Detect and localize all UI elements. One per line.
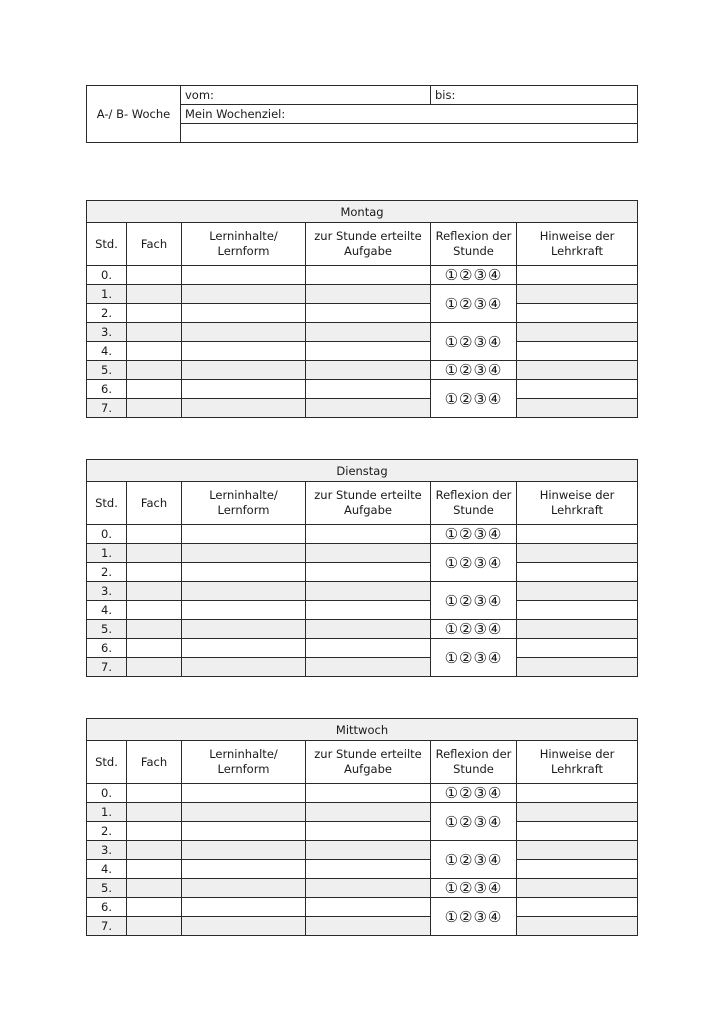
aufgabe-cell[interactable] — [306, 898, 431, 917]
aufgabe-cell[interactable] — [306, 266, 431, 285]
lesson-row — [87, 917, 638, 936]
col-fach-header: Fach — [127, 223, 182, 266]
reflexion-rating[interactable]: ①②③④ — [431, 323, 517, 361]
col-lerninhalte-header: Lerninhalte/ Lernform — [182, 741, 306, 784]
lerninhalte-cell[interactable] — [182, 285, 306, 304]
hinweise-cell[interactable] — [517, 361, 638, 380]
lerninhalte-cell[interactable] — [182, 601, 306, 620]
lesson-row — [87, 380, 638, 399]
lesson-row — [87, 285, 638, 304]
reflexion-rating[interactable]: ①②③④ — [431, 285, 517, 323]
lesson-number: 2. — [87, 822, 127, 841]
lesson-row — [87, 342, 638, 361]
hinweise-cell[interactable] — [517, 525, 638, 544]
lesson-row — [87, 658, 638, 677]
fach-cell[interactable] — [127, 784, 182, 803]
lesson-number: 6. — [87, 380, 127, 399]
lesson-number: 0. — [87, 784, 127, 803]
day-table-1 — [86, 459, 638, 677]
hinweise-cell[interactable] — [517, 620, 638, 639]
lesson-row — [87, 620, 638, 639]
hinweise-cell[interactable] — [517, 582, 638, 601]
lesson-number: 7. — [87, 399, 127, 418]
lesson-number: 1. — [87, 544, 127, 563]
reflexion-rating[interactable]: ①②③④ — [431, 784, 517, 803]
reflexion-rating[interactable]: ①②③④ — [431, 361, 517, 380]
lesson-row — [87, 841, 638, 860]
lerninhalte-cell[interactable] — [182, 784, 306, 803]
fach-cell[interactable] — [127, 879, 182, 898]
reflexion-rating[interactable]: ①②③④ — [431, 898, 517, 936]
lesson-row — [87, 323, 638, 342]
lesson-number: 3. — [87, 582, 127, 601]
lerninhalte-cell[interactable] — [182, 361, 306, 380]
lesson-row — [87, 860, 638, 879]
reflexion-rating[interactable]: ①②③④ — [431, 266, 517, 285]
lesson-row — [87, 399, 638, 418]
aufgabe-cell[interactable] — [306, 658, 431, 677]
lesson-row — [87, 544, 638, 563]
lerninhalte-cell[interactable] — [182, 304, 306, 323]
fach-cell[interactable] — [127, 658, 182, 677]
reflexion-rating[interactable]: ①②③④ — [431, 525, 517, 544]
fach-cell[interactable] — [127, 266, 182, 285]
reflexion-rating[interactable]: ①②③④ — [431, 841, 517, 879]
fach-cell[interactable] — [127, 841, 182, 860]
reflexion-rating[interactable]: ①②③④ — [431, 620, 517, 639]
day-title: Mittwoch — [87, 719, 638, 741]
reflexion-rating[interactable]: ①②③④ — [431, 639, 517, 677]
lesson-number: 4. — [87, 860, 127, 879]
aufgabe-cell[interactable] — [306, 822, 431, 841]
day-title: Montag — [87, 201, 638, 223]
lerninhalte-cell[interactable] — [182, 841, 306, 860]
col-aufgabe-header: zur Stunde erteilte Aufgabe — [306, 741, 431, 784]
col-fach-header: Fach — [127, 482, 182, 525]
fach-cell[interactable] — [127, 285, 182, 304]
col-hinweise-header: Hinweise der Lehrkraft — [517, 482, 638, 525]
day-title: Dienstag — [87, 460, 638, 482]
aufgabe-cell[interactable] — [306, 841, 431, 860]
reflexion-rating[interactable]: ①②③④ — [431, 803, 517, 841]
weekly-goal-input[interactable] — [181, 124, 638, 143]
lerninhalte-cell[interactable] — [182, 342, 306, 361]
hinweise-cell[interactable] — [517, 784, 638, 803]
day-table-0 — [86, 200, 638, 418]
aufgabe-cell[interactable] — [306, 620, 431, 639]
lerninhalte-cell[interactable] — [182, 620, 306, 639]
hinweise-cell[interactable] — [517, 898, 638, 917]
aufgabe-cell[interactable] — [306, 342, 431, 361]
lerninhalte-cell[interactable] — [182, 544, 306, 563]
lerninhalte-cell[interactable] — [182, 563, 306, 582]
aufgabe-cell[interactable] — [306, 304, 431, 323]
fach-cell[interactable] — [127, 898, 182, 917]
hinweise-cell[interactable] — [517, 879, 638, 898]
col-fach-header: Fach — [127, 741, 182, 784]
fach-cell[interactable] — [127, 620, 182, 639]
hinweise-cell[interactable] — [517, 323, 638, 342]
hinweise-cell[interactable] — [517, 917, 638, 936]
lerninhalte-cell[interactable] — [182, 266, 306, 285]
lesson-row — [87, 361, 638, 380]
lerninhalte-cell[interactable] — [182, 323, 306, 342]
col-hinweise-header: Hinweise der Lehrkraft — [517, 223, 638, 266]
aufgabe-cell[interactable] — [306, 879, 431, 898]
lesson-row — [87, 784, 638, 803]
lesson-row — [87, 525, 638, 544]
aufgabe-cell[interactable] — [306, 361, 431, 380]
day-table-2 — [86, 718, 638, 936]
lerninhalte-cell[interactable] — [182, 879, 306, 898]
lesson-number: 1. — [87, 285, 127, 304]
aufgabe-cell[interactable] — [306, 582, 431, 601]
lesson-number: 2. — [87, 304, 127, 323]
hinweise-cell[interactable] — [517, 658, 638, 677]
lerninhalte-cell[interactable] — [182, 803, 306, 822]
lesson-row — [87, 304, 638, 323]
fach-cell[interactable] — [127, 342, 182, 361]
fach-cell[interactable] — [127, 803, 182, 822]
hinweise-cell[interactable] — [517, 399, 638, 418]
lesson-number: 5. — [87, 620, 127, 639]
lesson-number: 0. — [87, 525, 127, 544]
lesson-number: 6. — [87, 639, 127, 658]
reflexion-rating[interactable]: ①②③④ — [431, 544, 517, 582]
fach-cell[interactable] — [127, 525, 182, 544]
lesson-row — [87, 563, 638, 582]
hinweise-cell[interactable] — [517, 544, 638, 563]
aufgabe-cell[interactable] — [306, 544, 431, 563]
weekly-goal-field[interactable]: Mein Wochenziel: — [181, 105, 638, 124]
aufgabe-cell[interactable] — [306, 803, 431, 822]
col-lerninhalte-header: Lerninhalte/ Lernform — [182, 482, 306, 525]
hinweise-cell[interactable] — [517, 639, 638, 658]
lesson-number: 2. — [87, 563, 127, 582]
col-hinweise-header: Hinweise der Lehrkraft — [517, 741, 638, 784]
aufgabe-cell[interactable] — [306, 525, 431, 544]
fach-cell[interactable] — [127, 544, 182, 563]
lesson-number: 5. — [87, 879, 127, 898]
lerninhalte-cell[interactable] — [182, 399, 306, 418]
lesson-row — [87, 582, 638, 601]
lesson-row — [87, 803, 638, 822]
col-reflexion-header: Reflexion der Stunde — [431, 741, 517, 784]
aufgabe-cell[interactable] — [306, 380, 431, 399]
fach-cell[interactable] — [127, 917, 182, 936]
fach-cell[interactable] — [127, 380, 182, 399]
fach-cell[interactable] — [127, 304, 182, 323]
fach-cell[interactable] — [127, 323, 182, 342]
lesson-row — [87, 879, 638, 898]
lerninhalte-cell[interactable] — [182, 639, 306, 658]
lesson-number: 3. — [87, 323, 127, 342]
lesson-number: 7. — [87, 658, 127, 677]
lesson-number: 4. — [87, 601, 127, 620]
fach-cell[interactable] — [127, 582, 182, 601]
reflexion-rating[interactable]: ①②③④ — [431, 582, 517, 620]
hinweise-cell[interactable] — [517, 380, 638, 399]
hinweise-cell[interactable] — [517, 285, 638, 304]
lesson-number: 1. — [87, 803, 127, 822]
lesson-number: 3. — [87, 841, 127, 860]
hinweise-cell[interactable] — [517, 342, 638, 361]
lesson-number: 7. — [87, 917, 127, 936]
from-field[interactable]: vom: — [181, 86, 431, 105]
week-header-table — [86, 85, 638, 143]
fach-cell[interactable] — [127, 822, 182, 841]
aufgabe-cell[interactable] — [306, 860, 431, 879]
fach-cell[interactable] — [127, 399, 182, 418]
reflexion-rating[interactable]: ①②③④ — [431, 879, 517, 898]
hinweise-cell[interactable] — [517, 304, 638, 323]
aufgabe-cell[interactable] — [306, 917, 431, 936]
lesson-number: 0. — [87, 266, 127, 285]
fach-cell[interactable] — [127, 639, 182, 658]
lerninhalte-cell[interactable] — [182, 380, 306, 399]
lerninhalte-cell[interactable] — [182, 582, 306, 601]
col-std-header: Std. — [87, 482, 127, 525]
lesson-row — [87, 898, 638, 917]
hinweise-cell[interactable] — [517, 860, 638, 879]
lerninhalte-cell[interactable] — [182, 525, 306, 544]
fach-cell[interactable] — [127, 563, 182, 582]
col-aufgabe-header: zur Stunde erteilte Aufgabe — [306, 482, 431, 525]
aufgabe-cell[interactable] — [306, 399, 431, 418]
lerninhalte-cell[interactable] — [182, 860, 306, 879]
fach-cell[interactable] — [127, 860, 182, 879]
lerninhalte-cell[interactable] — [182, 917, 306, 936]
fach-cell[interactable] — [127, 601, 182, 620]
lesson-number: 4. — [87, 342, 127, 361]
week-label: A-/ B- Woche — [87, 86, 181, 143]
lesson-row — [87, 601, 638, 620]
fach-cell[interactable] — [127, 361, 182, 380]
lesson-row — [87, 266, 638, 285]
lesson-number: 6. — [87, 898, 127, 917]
col-std-header: Std. — [87, 223, 127, 266]
lesson-row — [87, 822, 638, 841]
hinweise-cell[interactable] — [517, 563, 638, 582]
aufgabe-cell[interactable] — [306, 639, 431, 658]
lerninhalte-cell[interactable] — [182, 658, 306, 677]
aufgabe-cell[interactable] — [306, 285, 431, 304]
hinweise-cell[interactable] — [517, 266, 638, 285]
aufgabe-cell[interactable] — [306, 784, 431, 803]
col-reflexion-header: Reflexion der Stunde — [431, 482, 517, 525]
col-reflexion-header: Reflexion der Stunde — [431, 223, 517, 266]
hinweise-cell[interactable] — [517, 803, 638, 822]
lerninhalte-cell[interactable] — [182, 822, 306, 841]
lesson-number: 5. — [87, 361, 127, 380]
aufgabe-cell[interactable] — [306, 563, 431, 582]
lerninhalte-cell[interactable] — [182, 898, 306, 917]
hinweise-cell[interactable] — [517, 841, 638, 860]
hinweise-cell[interactable] — [517, 601, 638, 620]
col-std-header: Std. — [87, 741, 127, 784]
hinweise-cell[interactable] — [517, 822, 638, 841]
to-field[interactable]: bis: — [431, 86, 638, 105]
reflexion-rating[interactable]: ①②③④ — [431, 380, 517, 418]
lesson-row — [87, 639, 638, 658]
aufgabe-cell[interactable] — [306, 601, 431, 620]
col-lerninhalte-header: Lerninhalte/ Lernform — [182, 223, 306, 266]
aufgabe-cell[interactable] — [306, 323, 431, 342]
col-aufgabe-header: zur Stunde erteilte Aufgabe — [306, 223, 431, 266]
